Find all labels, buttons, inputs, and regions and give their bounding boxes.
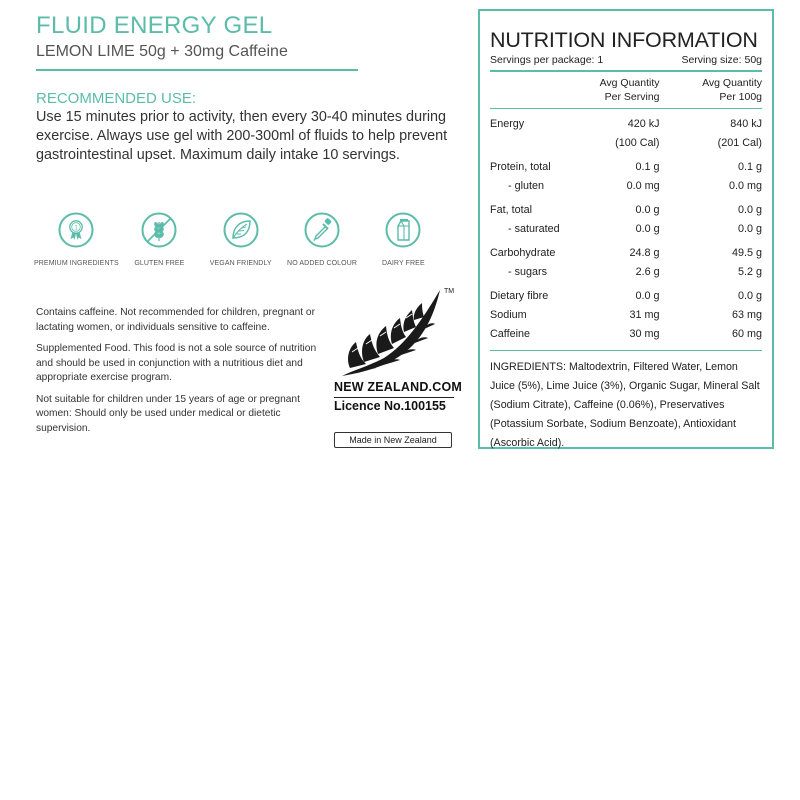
per-serving-value: 30 mg [629,328,660,340]
per-serving-value: 31 mg [629,309,660,321]
trademark-symbol: TM [444,288,455,295]
nutrition-row [490,158,762,177]
per-100g-value: (201 Cal) [717,137,763,149]
per-100g-value: 49.5 g [731,247,763,259]
per-100g-value: 63 mg [732,309,763,321]
nutrition-table [490,109,762,350]
nutrition-row [490,115,762,134]
nutrient-label: - sugars [508,266,548,278]
dropper-icon [304,212,340,248]
nutrition-row [490,177,762,196]
made-in-nz-badge: Made in New Zealand [334,432,452,448]
per-100g-value: 0.0 mg [729,180,763,192]
per-100g-value: 0.1 g [738,161,763,173]
per-100g-value: 0.0 g [738,204,763,216]
nutrient-label: Sodium [490,309,527,321]
servings-per-package: Servings per package: 1 [490,54,604,66]
per-100g-value: 5.2 g [738,266,763,278]
badge-no-added-colour [281,212,362,267]
per-serving-value: 0.0 mg [626,180,660,192]
recommended-use-text: Use 15 minutes prior to activity, then every 30-40 minutes during exercise. Always use gel with 200-300ml of fluids to help prevent gastrointestinal upset. Maximum daily intake 10 servings. [36,109,448,163]
serving-size: Serving size: 50g [681,54,762,66]
silver-fern-icon [336,286,448,378]
product-title: FLUID ENERGY GEL [36,12,273,39]
nutrient-label: - saturated [508,223,560,235]
per-serving-value: (100 Cal) [615,137,660,149]
nutrition-row [490,325,762,344]
nutrition-row [490,134,762,153]
supplemented-food-note: Supplemented Food. This food is not a sole source of nutrition and should be used in conjunction with a nutritious diet and appropriate exercise program. [36,343,317,383]
nz-licence-number: Licence No.100155 [334,399,446,413]
per-serving-header: Avg Quantity Per Serving [599,77,660,103]
nutrient-label [490,134,581,153]
badge-premium-ingredients [34,212,119,267]
nutrition-row [490,263,762,282]
nutrition-row [490,244,762,263]
per-serving-value: 2.6 g [635,266,660,278]
per-100g-value: 60 mg [732,328,763,340]
per-100g-header: Avg Quantity Per 100g [702,77,763,103]
svg-text:1: 1 [74,225,79,232]
per-100g-value: 840 kJ [730,118,763,130]
title-divider [36,69,358,71]
per-serving-value: 24.8 g [629,247,660,259]
nutrition-row [490,287,762,306]
warning-notes [36,306,318,443]
per-100g-value: 0.0 g [738,223,763,235]
nutrient-label: - gluten [508,180,545,192]
per-serving-value: 0.0 g [635,204,660,216]
nutrition-title: NUTRITION INFORMATION [490,28,758,52]
milk-carton-icon [385,212,421,248]
recommended-use-heading: RECOMMENDED USE: [36,90,197,107]
product-header [36,12,456,71]
per-serving-value: 420 kJ [627,118,660,130]
badge-label: DAIRY FREE [381,260,425,267]
nutrient-label: Dietary fibre [490,290,549,302]
per-serving-value: 0.0 g [635,290,660,302]
badge-label: GLUTEN FREE [134,260,185,267]
nutrition-row [490,220,762,239]
badge-dairy-free [363,212,444,267]
per-serving-value: 0.1 g [635,161,660,173]
serving-info [490,53,762,67]
leaf-icon [223,212,259,248]
feature-badges [34,212,444,267]
nutrition-row [490,306,762,325]
ribbon-award-icon [58,212,94,248]
nutrient-label: Caffeine [490,328,531,340]
nutrient-label: Fat, total [490,204,533,216]
nutrition-column-headers [490,72,762,108]
per-100g-value: 0.0 g [738,290,763,302]
product-subtitle: LEMON LIME 50g + 30mg Caffeine [36,43,288,60]
wheat-crossed-icon [141,212,177,248]
badge-label: VEGAN FRIENDLY [209,260,272,267]
badge-label: PREMIUM INGREDIENTS [34,260,119,267]
per-serving-value: 0.0 g [635,223,660,235]
nutrition-row [490,201,762,220]
ingredients-list: INGREDIENTS: Maltodextrin, Filtered Water, Lemon Juice (5%), Lime Juice (3%), Organic Sugar, Mineral Salt (Sodium Citrate), Caffeine (0.06%), Preservatives (Potassium Sorbate, Sodium Benzoate), Antioxidant (Ascorbic Acid). [490,361,760,449]
badge-gluten-free [119,212,200,267]
nutrition-panel [478,9,774,449]
badge-label: NO ADDED COLOUR [287,260,358,267]
nz-logo-name: NEW ZEALAND.COM [334,380,462,394]
nz-logo-divider [334,397,454,398]
age-warning: Not suitable for children under 15 years of age or pregnant women: Should only be used under medical or dietetic supervision. [36,393,300,434]
nutrient-label: Energy [490,118,525,130]
nutrient-label: Protein, total [490,161,551,173]
caffeine-warning: Contains caffeine. Not recommended for children, pregnant or lactating women, or individuals sensitive to caffeine. [36,307,315,333]
badge-vegan-friendly [200,212,281,267]
nutrient-label: Carbohydrate [490,247,556,259]
